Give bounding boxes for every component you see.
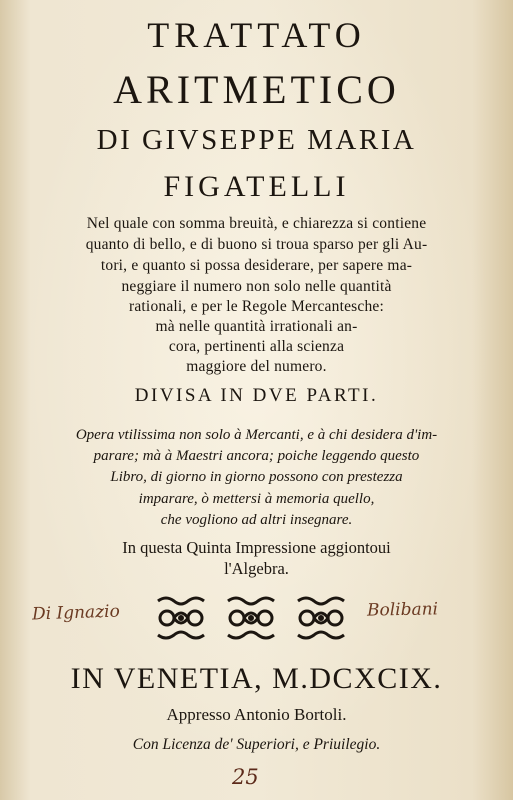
printers-ornament — [152, 593, 350, 643]
author-line: DI GIVSEPPE MARIA — [96, 124, 417, 156]
imprint-place-date: IN VENETIA, M.DCXCIX. — [70, 662, 443, 695]
title-line-trattato: TRATTATO — [147, 15, 366, 55]
handwritten-page-number: 25 — [232, 765, 259, 789]
description-line: mà nelle quantità irrationali an- — [155, 318, 358, 335]
description-line: maggiore del numero. — [186, 358, 327, 375]
description-line: neggiare il numero non solo nelle quantità — [121, 278, 392, 295]
edition-line: In questa Quinta Impressione aggiontoui — [122, 538, 391, 557]
title-line-aritmetico: ARITMETICO — [113, 67, 400, 112]
italic-line: che vogliono ad altri insegnare. — [160, 512, 353, 528]
description-line: quanto di bello, e di buono si troua sparso per gli Au- — [85, 236, 428, 253]
author-surname: FIGATELLI — [163, 170, 350, 203]
edition-line: l'Algebra. — [224, 559, 289, 578]
description-line: cora, pertinenti alla scienza — [168, 338, 345, 355]
description-line: tori, e quanto si possa desiderare, per sapere ma- — [100, 257, 413, 274]
fleuron-icon — [222, 593, 280, 643]
description-line: rationali, e per le Regole Mercantesche: — [128, 298, 385, 315]
fleuron-icon — [152, 593, 210, 643]
imprint-license: Con Licenza de' Superiori, e Priuilegio. — [132, 736, 381, 753]
divisa-heading: DIVISA IN DVE PARTI. — [134, 385, 379, 406]
imprint-printer: Appresso Antonio Bortoli. — [166, 705, 347, 724]
description-line: Nel quale con somma breuità, e chiarezza si contiene — [86, 215, 427, 232]
italic-line: imparare, ò mettersi à memoria quello, — [138, 491, 375, 507]
fleuron-icon — [292, 593, 350, 643]
ownership-inscription-right: Bolibani — [366, 599, 439, 621]
italic-line: Libro, di giorno in giorno possono con prestezza — [110, 469, 403, 485]
italic-line: Opera vtilissima non solo à Mercanti, e à chi desidera d'im- — [75, 427, 438, 443]
ownership-inscription-left: Di Ignazio — [31, 601, 121, 625]
italic-line: parare; mà à Maestri ancora; poiche leggendo questo — [93, 448, 420, 464]
